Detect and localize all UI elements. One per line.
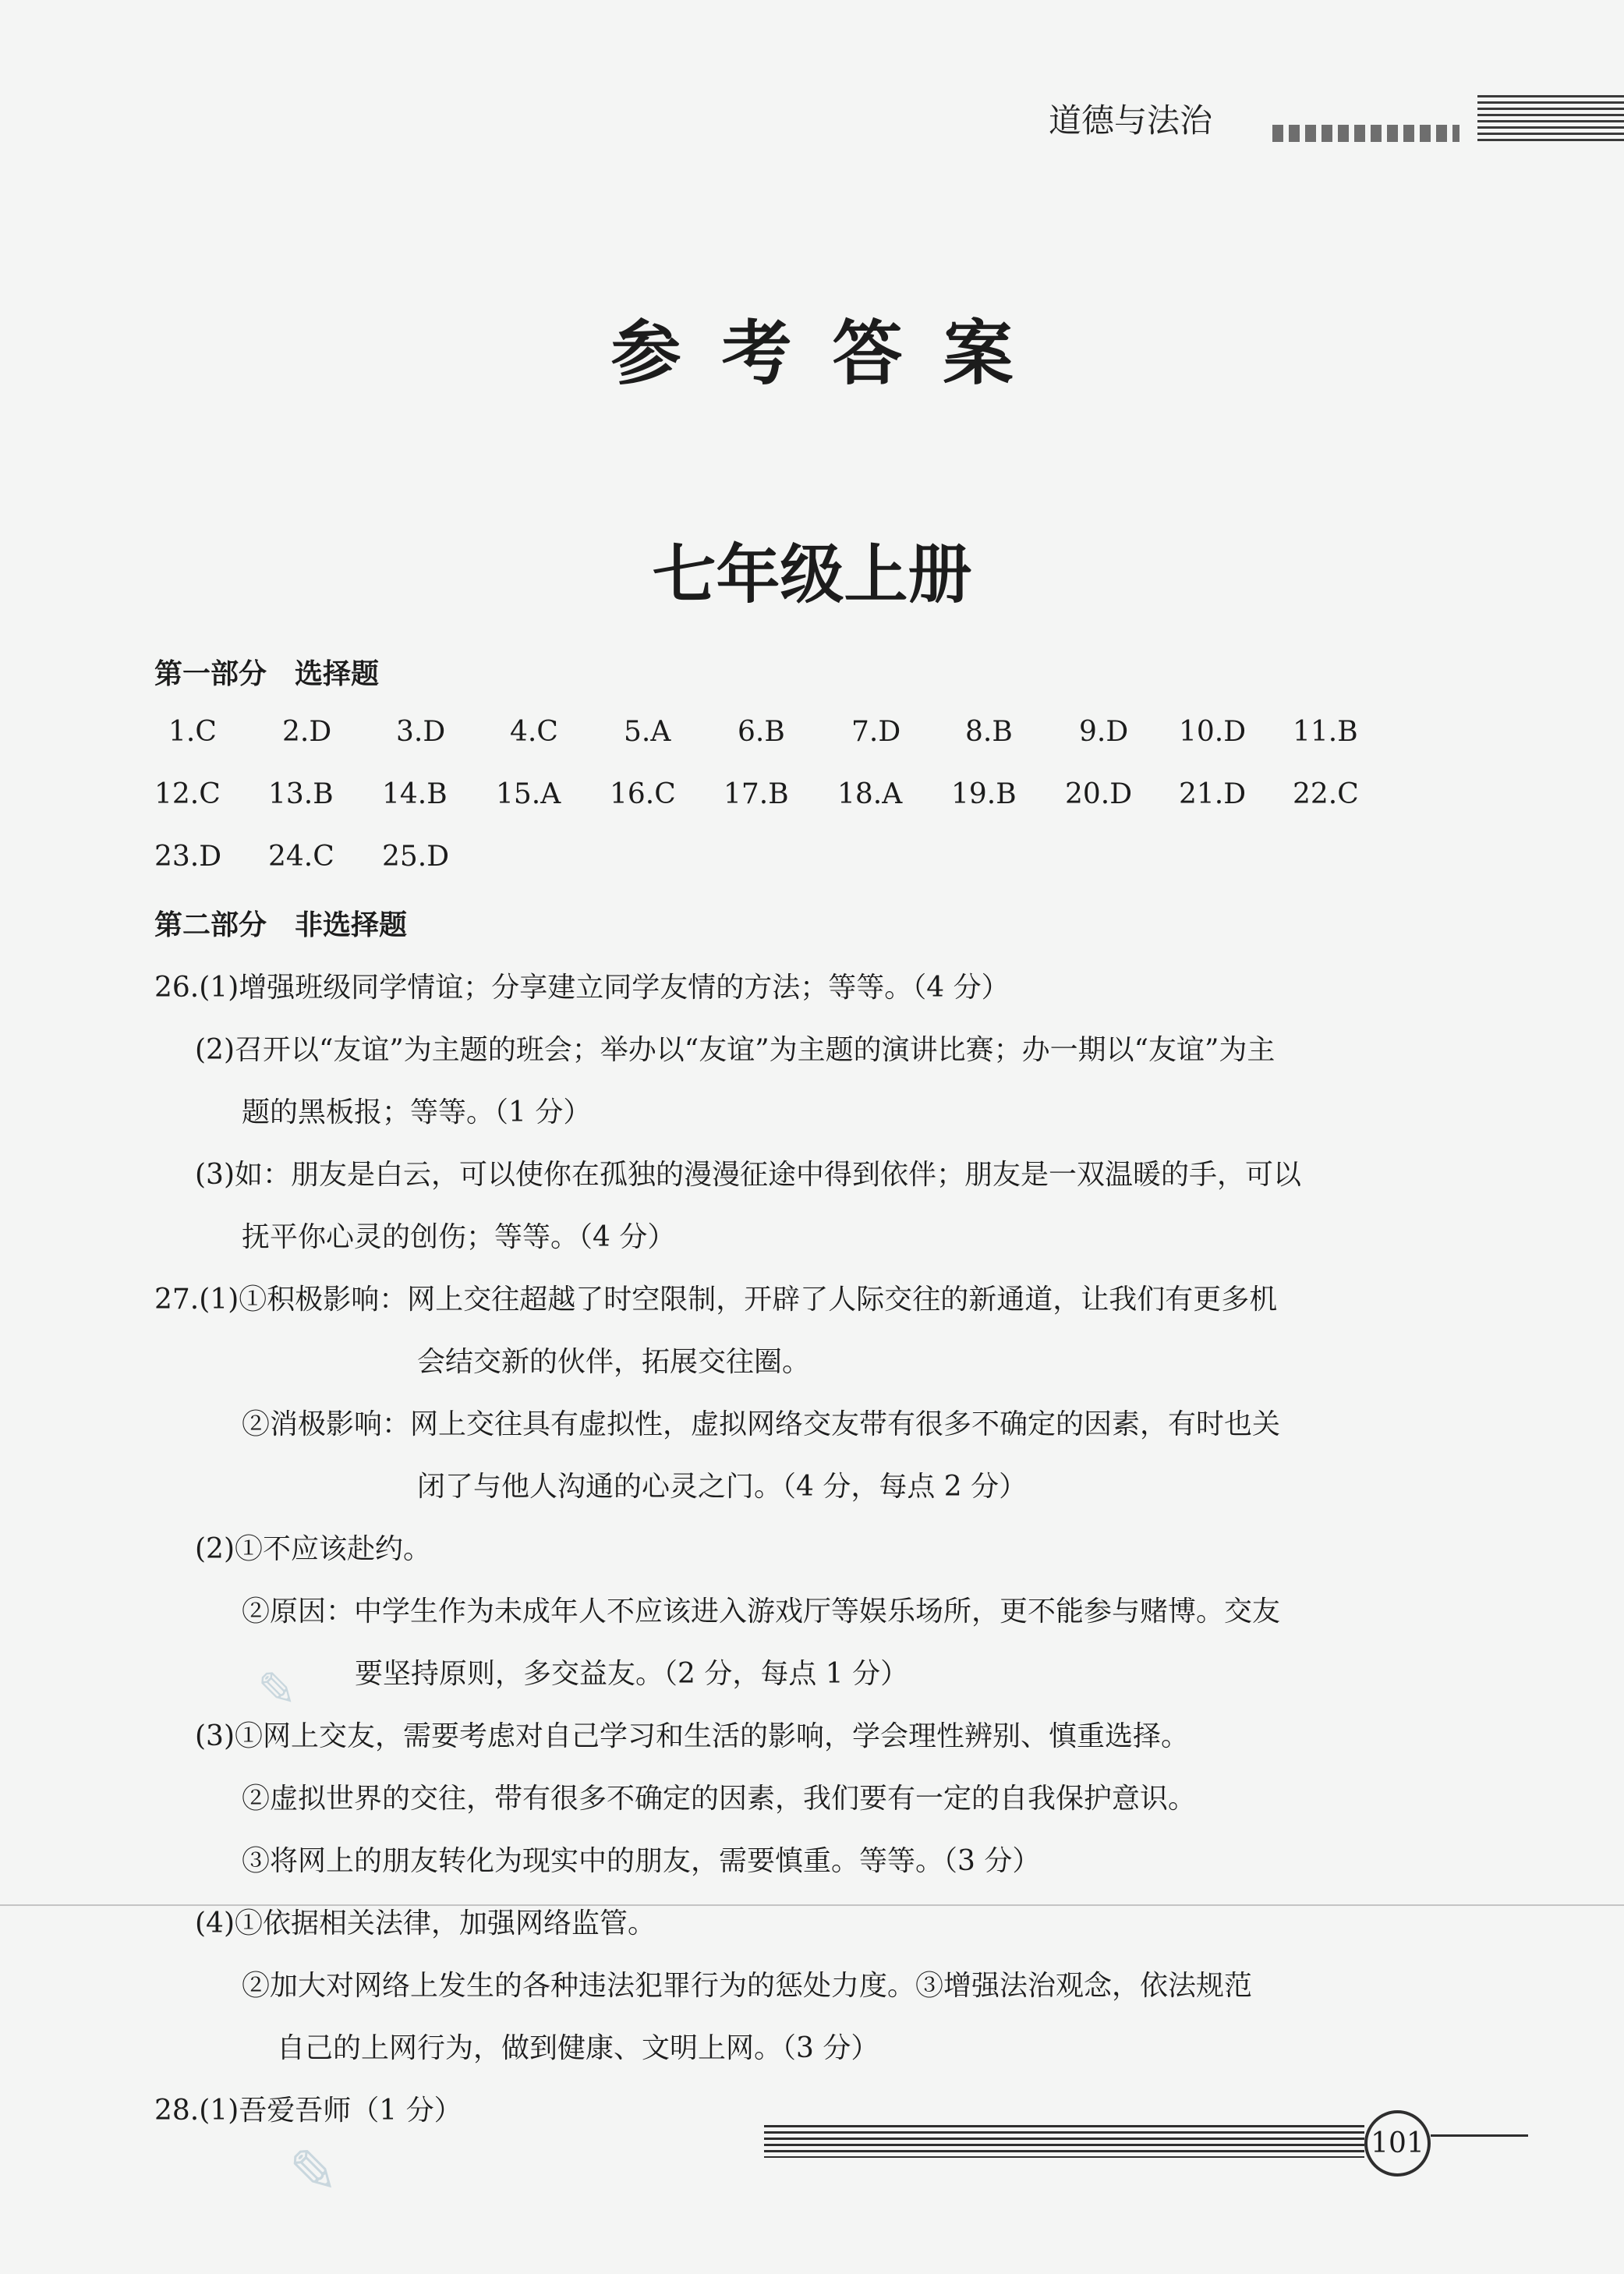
answer-item: 9.D	[1079, 716, 1129, 748]
watermark-mark: ✎	[257, 1663, 297, 1717]
answer-line: (3)如：朋友是白云，可以使你在孤独的漫漫征途中得到依伴；朋友是一双温暖的手，可以	[195, 1159, 1301, 1191]
answer-row	[154, 716, 1406, 748]
header-lines-decoration	[1477, 95, 1624, 143]
answer-line: 闭了与他人沟通的心灵之门。（4 分，每点 2 分）	[417, 1471, 1028, 1503]
page-number-badge	[1364, 2110, 1431, 2177]
answer-line: 会结交新的伙伴，拓展交往圈。	[417, 1346, 811, 1378]
answer-line: ②原因：中学生作为未成年人不应该进入游戏厅等娱乐场所，更不能参与赌博。交友	[242, 1596, 1281, 1628]
answer-line: ②虚拟世界的交往，带有很多不确定的因素，我们要有一定的自我保护意识。	[242, 1783, 1197, 1815]
answer-item: 24.C	[268, 841, 334, 873]
subject-header: 道德与法治	[1049, 101, 1213, 140]
answer-line: 自己的上网行为，做到健康、文明上网。（3 分）	[277, 2032, 879, 2064]
answer-item: 4.C	[510, 716, 558, 748]
answer-item: 21.D	[1179, 778, 1247, 810]
answer-item: 12.C	[154, 778, 221, 810]
answer-item: 23.D	[154, 841, 222, 873]
footer-tail-decoration	[1431, 2134, 1528, 2137]
answer-line: 27.(1)①积极影响：网上交往超越了时空限制，开辟了人际交往的新通道，让我们有更多机	[154, 1284, 1278, 1316]
answer-item: 14.B	[382, 778, 448, 810]
answer-item: 25.D	[382, 841, 450, 873]
answer-line: (2)①不应该赴约。	[195, 1533, 431, 1565]
horizontal-rule	[0, 1904, 1624, 1906]
grade-heading: 七年级上册	[652, 537, 972, 612]
answer-line: ②消极影响：网上交往具有虚拟性，虚拟网络交友带有很多不确定的因素，有时也关	[242, 1408, 1281, 1440]
header-dots-decoration	[1272, 125, 1459, 142]
answer-item: 6.B	[738, 716, 785, 748]
answer-item: 2.D	[282, 716, 332, 748]
footer-lines-decoration	[764, 2125, 1364, 2158]
answer-line: (2)召开以“友谊”为主题的班会；举办以“友谊”为主题的演讲比赛；办一期以“友谊”为主	[195, 1034, 1275, 1066]
page-title: 参考答案	[610, 312, 1054, 395]
answer-item: 22.C	[1293, 778, 1359, 810]
answer-item: 16.C	[610, 778, 676, 810]
answer-item: 1.C	[168, 716, 217, 748]
answer-item: 17.B	[724, 778, 789, 810]
answer-item: 15.A	[496, 778, 561, 810]
answer-row	[154, 778, 1406, 810]
answer-line: (3)①网上交友，需要考虑对自己学习和生活的影响，学会理性辨别、慎重选择。	[195, 1720, 1189, 1752]
answer-line: ②加大对网络上发生的各种违法犯罪行为的惩处力度。③增强法治观念，依法规范	[242, 1970, 1253, 2002]
answer-item: 19.B	[951, 778, 1017, 810]
answer-line: 要坚持原则，多交益友。（2 分，每点 1 分）	[355, 1658, 909, 1690]
answer-item: 8.B	[965, 716, 1013, 748]
answer-line: 抚平你心灵的创伤；等等。（4 分）	[242, 1221, 676, 1253]
answer-line: ③将网上的朋友转化为现实中的朋友，需要慎重。等等。（3 分）	[242, 1845, 1041, 1877]
answer-line: (4)①依据相关法律，加强网络监管。	[195, 1907, 656, 1939]
watermark-mark: ✎	[288, 2137, 338, 2206]
answer-row	[154, 841, 1406, 873]
part1-heading: 第一部分 选择题	[154, 658, 380, 690]
page-number: 101	[1371, 2127, 1424, 2159]
answer-line: 题的黑板报；等等。（1 分）	[242, 1096, 592, 1128]
answer-item: 11.B	[1293, 716, 1358, 748]
answer-item: 20.D	[1065, 778, 1133, 810]
answer-item: 7.D	[851, 716, 901, 748]
answer-item: 3.D	[396, 716, 446, 748]
answer-item: 10.D	[1179, 716, 1247, 748]
answer-item: 13.B	[268, 778, 334, 810]
answer-item: 18.A	[837, 778, 903, 810]
answer-line: 28.(1)吾爱吾师（1 分）	[154, 2095, 462, 2127]
part2-heading: 第二部分 非选择题	[154, 909, 408, 941]
answer-line: 26.(1)增强班级同学情谊；分享建立同学友情的方法；等等。（4 分）	[154, 972, 1010, 1004]
answer-item: 5.A	[624, 716, 671, 748]
